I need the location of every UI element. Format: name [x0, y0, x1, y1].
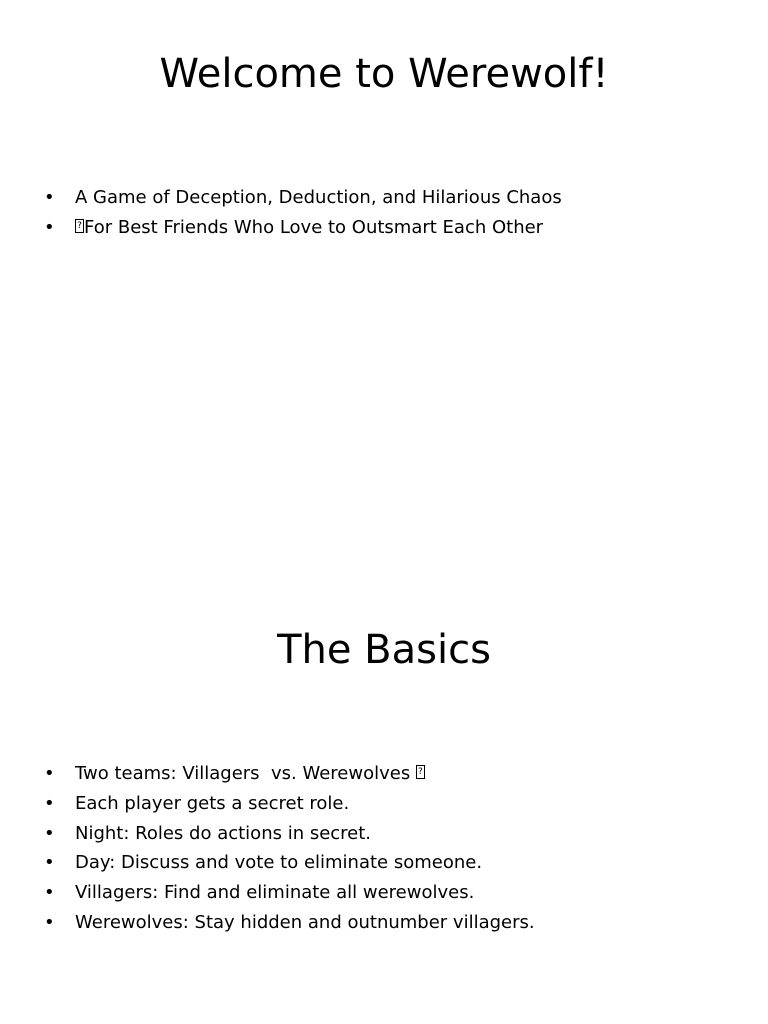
- bullet-text: Two teams: Villagers vs. Werewolves: [75, 763, 416, 784]
- bullet-icon: •: [44, 216, 55, 238]
- slide-title: The Basics: [277, 627, 491, 673]
- list-item: [44, 789, 535, 819]
- bullet-icon: •: [44, 911, 55, 933]
- list-item: [44, 878, 535, 908]
- bullet-list: [44, 183, 562, 243]
- bullet-icon: •: [44, 822, 55, 844]
- bullet-text: Day: Discuss and vote to eliminate someone.: [75, 852, 483, 874]
- list-item: [44, 908, 535, 938]
- bullet-text: Werewolves: Stay hidden and outnumber villagers.: [75, 911, 535, 933]
- list-item: [44, 759, 535, 789]
- bullet-list: [44, 759, 535, 938]
- list-item: [44, 819, 535, 849]
- bullet-text: For Best Friends Who Love to Outsmart Each Other: [84, 216, 544, 238]
- bullet-icon: •: [44, 792, 55, 814]
- list-item: [44, 213, 562, 243]
- missing-emoji-glyph-icon: [416, 765, 425, 779]
- bullet-text: Each player gets a secret role.: [75, 792, 350, 814]
- missing-emoji-glyph-icon: [75, 219, 84, 233]
- bullet-text: Villagers: Find and eliminate all werewolves.: [75, 882, 475, 904]
- list-item: [44, 848, 535, 878]
- slide-title: Welcome to Werewolf!: [159, 51, 609, 97]
- bullet-text: Night: Roles do actions in secret.: [75, 822, 372, 844]
- bullet-icon: •: [44, 882, 55, 904]
- slide-basics: [0, 576, 768, 1024]
- bullet-text: A Game of Deception, Deduction, and Hilarious Chaos: [75, 187, 562, 208]
- list-item: [44, 183, 562, 213]
- bullet-icon: •: [44, 763, 55, 784]
- bullet-icon: •: [44, 852, 55, 874]
- bullet-icon: •: [44, 187, 55, 208]
